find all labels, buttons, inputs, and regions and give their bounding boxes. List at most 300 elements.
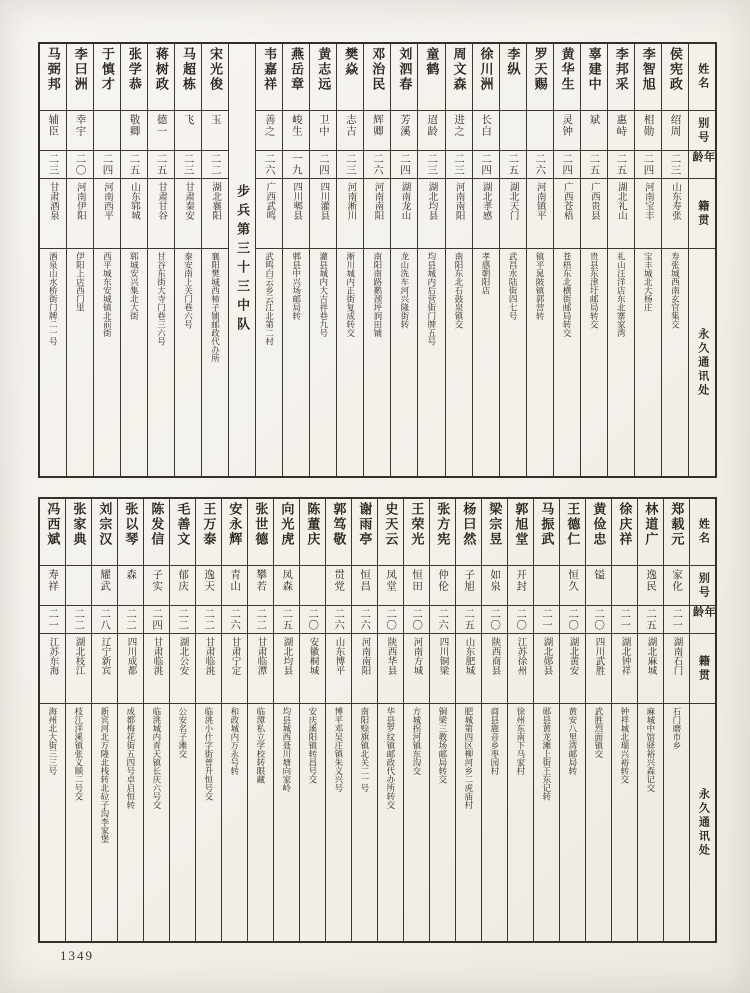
person-address [586,704,611,941]
person-name [446,44,472,111]
person-native [337,179,363,249]
person-name-text: 张学恭 [126,47,142,92]
person-age-text: 一九 [290,153,302,176]
person-name-text: 马弼邦 [45,47,61,92]
person-name [500,44,526,111]
person-age-text: 二一 [47,608,59,631]
person-age-text: 二四 [561,153,573,176]
person-alias-text: 子实 [151,569,163,592]
person-age [482,606,507,634]
person-alias [446,111,472,151]
person-native [40,179,66,249]
person-native [66,634,91,704]
person-age [581,151,607,179]
person-age [92,606,117,634]
person-name [586,499,611,566]
person-native-text: 甘肃临洮 [151,637,162,675]
person-alias [94,111,120,151]
person-alias-text: 森 [125,569,137,581]
person-native [202,179,228,249]
person-alias-text: 寿祥 [47,569,59,592]
person-native [256,179,282,249]
person-alias [196,566,221,606]
person-name [404,499,429,566]
person-name-text: 刘宗汉 [97,502,113,547]
person-age-text: 二〇 [593,608,605,631]
person-age-text: 二一 [619,608,631,631]
person-alias [326,566,351,606]
person-column [273,499,299,941]
person-name [92,499,117,566]
person-native-text: 河南方城 [411,637,422,675]
person-address-text: 苍梧东北横街邮局转交 [562,252,573,337]
person-age-text: 二四 [151,608,163,631]
person-column [559,499,585,941]
person-name-text: 安永辉 [227,502,243,547]
person-name [456,499,481,566]
person-alias-text: 仲伦 [437,569,449,592]
person-column [585,499,611,941]
person-column [282,44,309,476]
person-native-text: 湖北公安 [177,637,188,675]
person-column [499,44,526,476]
person-name-text: 陈发信 [149,502,165,547]
person-address [92,704,117,941]
person-native-text: 河南南阳 [359,637,370,675]
person-native-text: 湖南石门 [671,637,682,675]
person-age [446,151,472,179]
person-alias [144,566,169,606]
person-age-text: 二五 [128,153,140,176]
person-address [170,704,195,941]
person-native [121,179,147,249]
person-name [664,499,689,566]
person-name [473,44,499,111]
person-age [391,151,417,179]
person-native-text: 湖北均县 [281,637,292,675]
person-name-text: 侯宪政 [667,47,683,92]
person-native-text: 甘肃甘谷 [156,182,167,220]
person-native [527,179,553,249]
person-age [586,606,611,634]
person-address-text: 郓城安兴集北大街 [129,252,140,320]
person-name-text: 宋光俊 [208,47,224,92]
person-alias [274,566,299,606]
person-age-text: 二三 [182,153,194,176]
person-native [248,634,273,704]
person-age-text: 二六 [263,153,275,176]
person-alias [404,566,429,606]
person-column [117,499,143,941]
person-name [364,44,390,111]
person-address [66,704,91,941]
person-address [446,249,472,476]
person-native [196,634,221,704]
person-age [40,151,66,179]
person-alias [248,566,273,606]
person-address-text: 枝江洋溪镇张义顺二号交 [73,707,84,801]
person-address [300,704,325,941]
person-name [482,499,507,566]
person-alias [310,111,336,151]
person-column [195,499,221,941]
person-alias-text: 峻生 [290,114,302,137]
person-alias [352,566,377,606]
person-name [508,499,533,566]
person-alias [430,566,455,606]
person-address [482,704,507,941]
person-age-text: 二六 [371,153,383,176]
person-alias [337,111,363,151]
person-address [473,249,499,476]
person-age [310,151,336,179]
person-alias-text: 恒田 [411,569,423,592]
person-name-text: 于慎才 [99,47,115,92]
person-column [634,44,661,476]
person-alias-text: 飞 [182,114,194,126]
person-alias-text: 芳溪 [399,114,411,137]
person-age [664,606,689,634]
person-alias-text: 敬卿 [128,114,140,137]
person-column [663,499,689,941]
person-native [391,179,417,249]
person-alias-text: 幸宇 [74,114,86,137]
person-native-text: 甘肃酒泉 [47,182,58,220]
person-name-text: 刘泗春 [397,47,413,92]
person-name [170,499,195,566]
person-native [310,179,336,249]
person-alias-text: 卫中 [317,114,329,137]
row-label-address-text: 永久通讯处 [697,787,710,858]
person-name [148,44,174,111]
person-address-text: 安庆溪阳镇转昌号交 [307,707,318,784]
person-address-text: 郧县黄龙滩上街王东记转 [541,707,552,801]
person-address-text: 肥城第四区柳河乡二虎庙村 [463,707,474,809]
person-age [248,606,273,634]
person-name [222,499,247,566]
person-age-text: 二一 [541,608,553,631]
person-column [169,499,195,941]
person-age-text: 二六 [359,608,371,631]
person-name [40,44,66,111]
person-address [118,704,143,941]
person-native-text: 广西贵县 [588,182,599,220]
person-alias [175,111,201,151]
person-native-text: 甘肃秦安 [183,182,194,220]
person-age [67,151,93,179]
person-address-text: 酒泉山水桥街门牌二一号 [48,252,59,346]
person-alias [202,111,228,151]
person-native-text: 山东寿张 [669,182,680,220]
person-address-text: 龙山洗车河兴隆街转 [399,252,410,329]
person-alias-text: 相勋 [642,114,654,137]
person-column [247,499,273,941]
person-address-text: 均县城西聂川塘向家岭 [281,707,292,792]
person-address-text: 秦安南上关门巷六号 [183,252,194,329]
person-address-text: 南阳赊旗镇北关二一号 [359,707,370,792]
person-name [352,499,377,566]
person-alias-text: 德一 [155,114,167,137]
row-label-native-text: 籍贯 [696,199,709,228]
person-alias-text: 恒昌 [359,569,371,592]
person-native [300,634,325,704]
person-name [326,499,351,566]
person-native-text: 湖北孝感 [480,182,491,220]
person-alias-text: 志吉 [344,114,356,137]
person-alias [92,566,117,606]
person-age-text: 二六 [229,608,241,631]
person-name-text: 郭笃敬 [331,502,347,547]
person-address [534,704,559,941]
person-age [94,151,120,179]
person-native [608,179,634,249]
person-alias [40,111,66,151]
person-name-text: 李曰洲 [72,47,88,92]
person-age [326,606,351,634]
person-column [611,499,637,941]
person-alias [222,566,247,606]
person-name-text: 马振武 [539,502,555,547]
person-column [363,44,390,476]
person-name-text: 冯西斌 [45,502,61,547]
row-label-alias [690,566,715,606]
person-address-text: 西平城东安城镇北前街 [102,252,113,337]
person-age [121,151,147,179]
person-alias-text: 攀若 [255,569,267,592]
person-name [581,44,607,111]
person-native-text: 河南西平 [101,182,112,220]
person-name [430,499,455,566]
person-address [404,704,429,941]
person-age [404,606,429,634]
person-native [148,179,174,249]
person-alias-text: 玉 [209,114,221,126]
person-address [527,249,553,476]
person-name-text: 郭旭堂 [513,502,529,547]
person-alias [560,566,585,606]
person-age [418,151,444,179]
person-column [143,499,169,941]
person-address-text: 南阳东北石鼓泉镇交 [453,252,464,329]
person-native [222,634,247,704]
person-name [638,499,663,566]
person-column [390,44,417,476]
person-address-text: 新宾河北万隆北栈转北砬子沟李家堡 [99,707,110,843]
person-age [534,606,559,634]
person-name-text: 张世德 [253,502,269,547]
person-native-text: 四川铜梁 [437,637,448,675]
person-native-text: 山东博平 [333,637,344,675]
person-name-text: 毛善文 [175,502,191,547]
person-native [446,179,472,249]
person-age [352,606,377,634]
person-address-text: 公安名子滩交 [177,707,188,758]
person-age-text: 二六 [333,608,345,631]
row-label-age [690,606,715,634]
person-alias-text: 逸天 [203,569,215,592]
person-name [283,44,309,111]
person-alias [378,566,403,606]
person-alias-text: 灵钟 [561,114,573,137]
person-address-text: 钟祥城北瑞兴裕转交 [619,707,630,784]
person-name-text: 王万泰 [201,502,217,547]
roster-table-top [38,42,717,478]
person-name [560,499,585,566]
person-age [274,606,299,634]
person-name [40,499,65,566]
person-native-text: 陕西商县 [489,637,500,675]
person-address [456,704,481,941]
person-age-text: 二五 [463,608,475,631]
person-name-text: 李邦采 [613,47,629,92]
person-age-text: 二六 [534,153,546,176]
person-native-text: 河南淅川 [345,182,356,220]
person-age-text: 二二 [177,608,189,631]
person-native [612,634,637,704]
person-column [637,499,663,941]
person-age-text: 二〇 [567,608,579,631]
person-age [118,606,143,634]
person-address [67,249,93,476]
person-column [93,44,120,476]
person-native-text: 河南镇平 [534,182,545,220]
person-native [364,179,390,249]
person-address [635,249,661,476]
person-column [533,499,559,941]
person-native [40,634,65,704]
person-native [170,634,195,704]
person-native [274,634,299,704]
person-address [248,704,273,941]
person-address [94,249,120,476]
person-native [500,179,526,249]
person-native [664,634,689,704]
person-address [638,704,663,941]
person-address [202,249,228,476]
person-age [638,606,663,634]
person-alias [256,111,282,151]
person-age-text: 二三 [669,153,681,176]
person-column [553,44,580,476]
person-native-text: 广西武鸣 [264,182,275,220]
person-address [378,704,403,941]
person-age-text: 二三 [426,153,438,176]
person-native-text: 安徽桐城 [307,637,318,675]
person-alias-text: 郁庆 [177,569,189,592]
person-alias [67,111,93,151]
person-alias-text: 辉卿 [371,114,383,137]
person-column [299,499,325,941]
person-native [378,634,403,704]
person-address [326,704,351,941]
person-age-text: 二二 [73,608,85,631]
person-age [40,606,65,634]
person-name [118,499,143,566]
person-name-text: 谢雨亭 [357,502,373,547]
person-column [580,44,607,476]
person-native [352,634,377,704]
row-label-native [690,634,715,704]
person-name-text: 蒋树政 [153,47,169,92]
person-age-text: 二六 [437,608,449,631]
person-native-text: 湖北麻城 [645,637,656,675]
person-native [638,634,663,704]
person-name [94,44,120,111]
person-native-text: 湖北郧县 [541,637,552,675]
person-native [554,179,580,249]
person-alias [40,566,65,606]
person-address [391,249,417,476]
person-age [66,606,91,634]
person-alias [66,566,91,606]
person-alias [508,566,533,606]
person-age-text: 二〇 [411,608,423,631]
unit-title-text: 步兵第三十三中队 [235,184,251,336]
person-address [121,249,147,476]
person-address-text: 黄安八里湾邮局转 [567,707,578,775]
row-label-age [689,151,715,179]
person-native [635,179,661,249]
person-age [148,151,174,179]
person-address [430,704,455,941]
row-header-column [689,499,715,941]
person-address-text: 石门磨市乡 [671,707,682,750]
person-address-text: 礼山汪洋店东北寨家湾 [616,252,627,337]
person-native-text: 湖北礼山 [615,182,626,220]
person-column [325,499,351,941]
person-age [554,151,580,179]
person-name [527,44,553,111]
person-alias [170,566,195,606]
person-address-text: 成都梅花街五四号卓启恒转 [125,707,136,809]
person-age [560,606,585,634]
row-label-name-text: 姓名 [697,518,710,546]
person-address [560,704,585,941]
person-column [174,44,201,476]
row-label-alias-text: 别号 [697,571,710,600]
person-address-text: 商县鹿音乡枣园村 [489,707,500,775]
person-age [500,151,526,179]
person-name [175,44,201,111]
person-native-text: 甘肃临潭 [255,637,266,675]
person-address-text: 和政城内万永号转 [229,707,240,775]
person-address [554,249,580,476]
person-name-text: 黄华生 [559,47,575,92]
person-age-text: 二五 [645,608,657,631]
person-address-text: 镇平晁陂镇郭营转 [535,252,546,320]
person-column [455,499,481,941]
person-address [144,704,169,941]
person-alias-text: 恒久 [567,569,579,592]
person-native [175,179,201,249]
person-age [430,606,455,634]
person-alias [554,111,580,151]
person-address [40,704,65,941]
person-address [310,249,336,476]
person-alias [300,566,325,606]
person-name-text: 张方宪 [435,502,451,547]
person-native [418,179,444,249]
person-column [309,44,336,476]
person-native [118,634,143,704]
person-age [196,606,221,634]
person-native-text: 陕西华县 [385,637,396,675]
person-alias-text: 惠峙 [615,114,627,137]
person-native [560,634,585,704]
person-native [534,634,559,704]
person-name-text: 韦嘉祥 [262,47,278,92]
person-address [364,249,390,476]
